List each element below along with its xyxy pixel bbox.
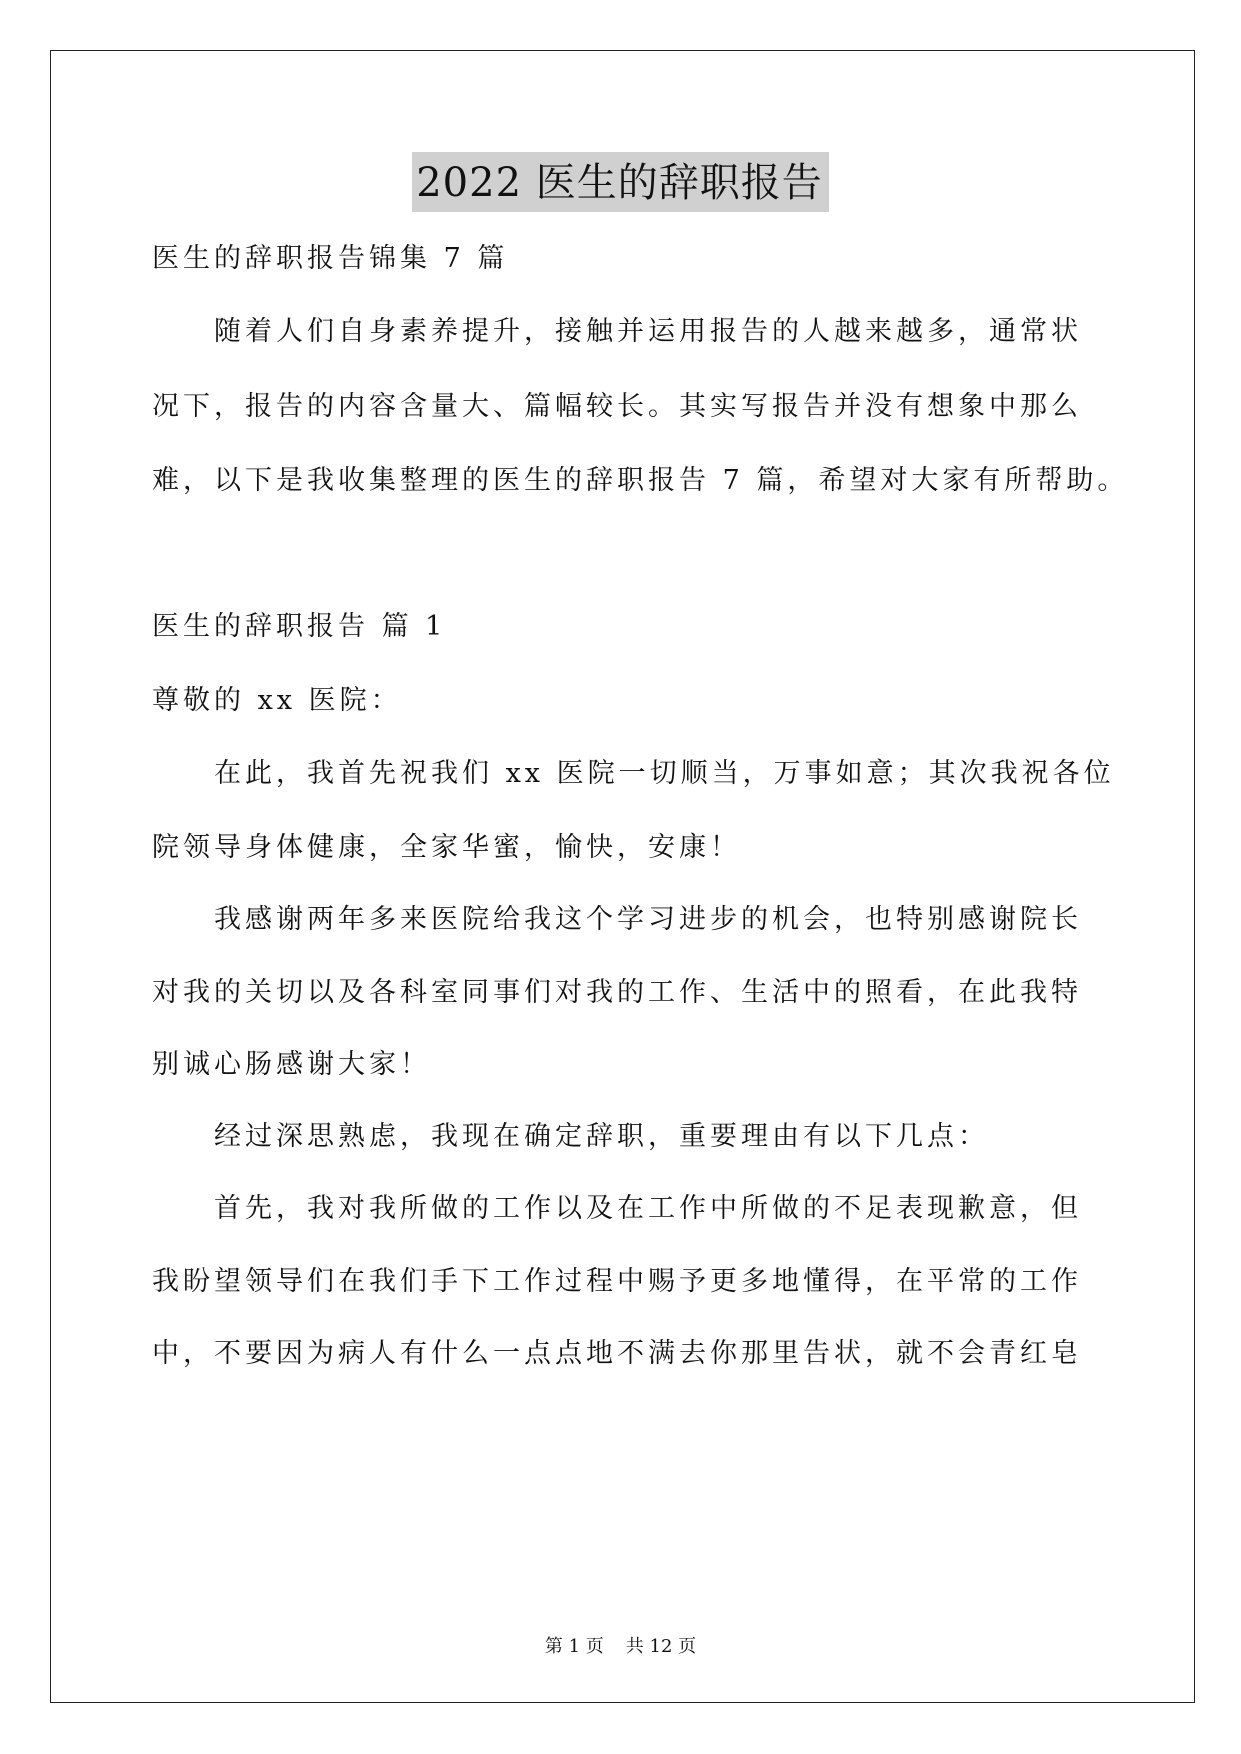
paragraph-line: 我感谢两年多来医院给我这个学习进步的机会，也特别感谢院长 (214, 904, 1082, 935)
paragraph-line: 在此，我首先祝我们 xx 医院一切顺当，万事如意；其次我祝各位 (214, 758, 1115, 789)
page-total: 共 12 页 (625, 1636, 697, 1657)
document-title: 2022 医生的辞职报告 (412, 152, 829, 212)
paragraph-line: 首先，我对我所做的工作以及在工作中所做的不足表现歉意，但 (214, 1193, 1082, 1224)
page-number: 第 1 页 (544, 1636, 604, 1657)
paragraph-line: 难，以下是我收集整理的医生的辞职报告 7 篇，希望对大家有所帮助。 (152, 465, 1129, 496)
paragraph-line: 况下，报告的内容含量大、篇幅较长。其实写报告并没有想象中那么 (152, 391, 1082, 422)
paragraph-line: 别诚心肠感谢大家！ (152, 1049, 431, 1080)
subtitle-line: 医生的辞职报告锦集 7 篇 (152, 243, 509, 274)
paragraph-line: 随着人们自身素养提升，接触并运用报告的人越来越多，通常状 (214, 316, 1082, 347)
paragraph-line: 院领导身体健康，全家华蜜，愉快，安康！ (152, 832, 741, 863)
section-heading: 医生的辞职报告 篇 1 (152, 611, 447, 642)
salutation-line: 尊敬的 xx 医院： (152, 685, 402, 716)
title-container (0, 152, 1241, 212)
page-footer (0, 1632, 1241, 1658)
paragraph-line: 我盼望领导们在我们手下工作过程中赐予更多地懂得，在平常的工作 (152, 1266, 1082, 1297)
paragraph-line: 中，不要因为病人有什么一点点地不满去你那里告状，就不会青红皂 (152, 1338, 1082, 1369)
paragraph-line: 对我的关切以及各科室同事们对我的工作、生活中的照看，在此我特 (152, 977, 1082, 1008)
page-border (50, 50, 1195, 1703)
paragraph-line: 经过深思熟虑，我现在确定辞职，重要理由有以下几点： (214, 1121, 989, 1152)
